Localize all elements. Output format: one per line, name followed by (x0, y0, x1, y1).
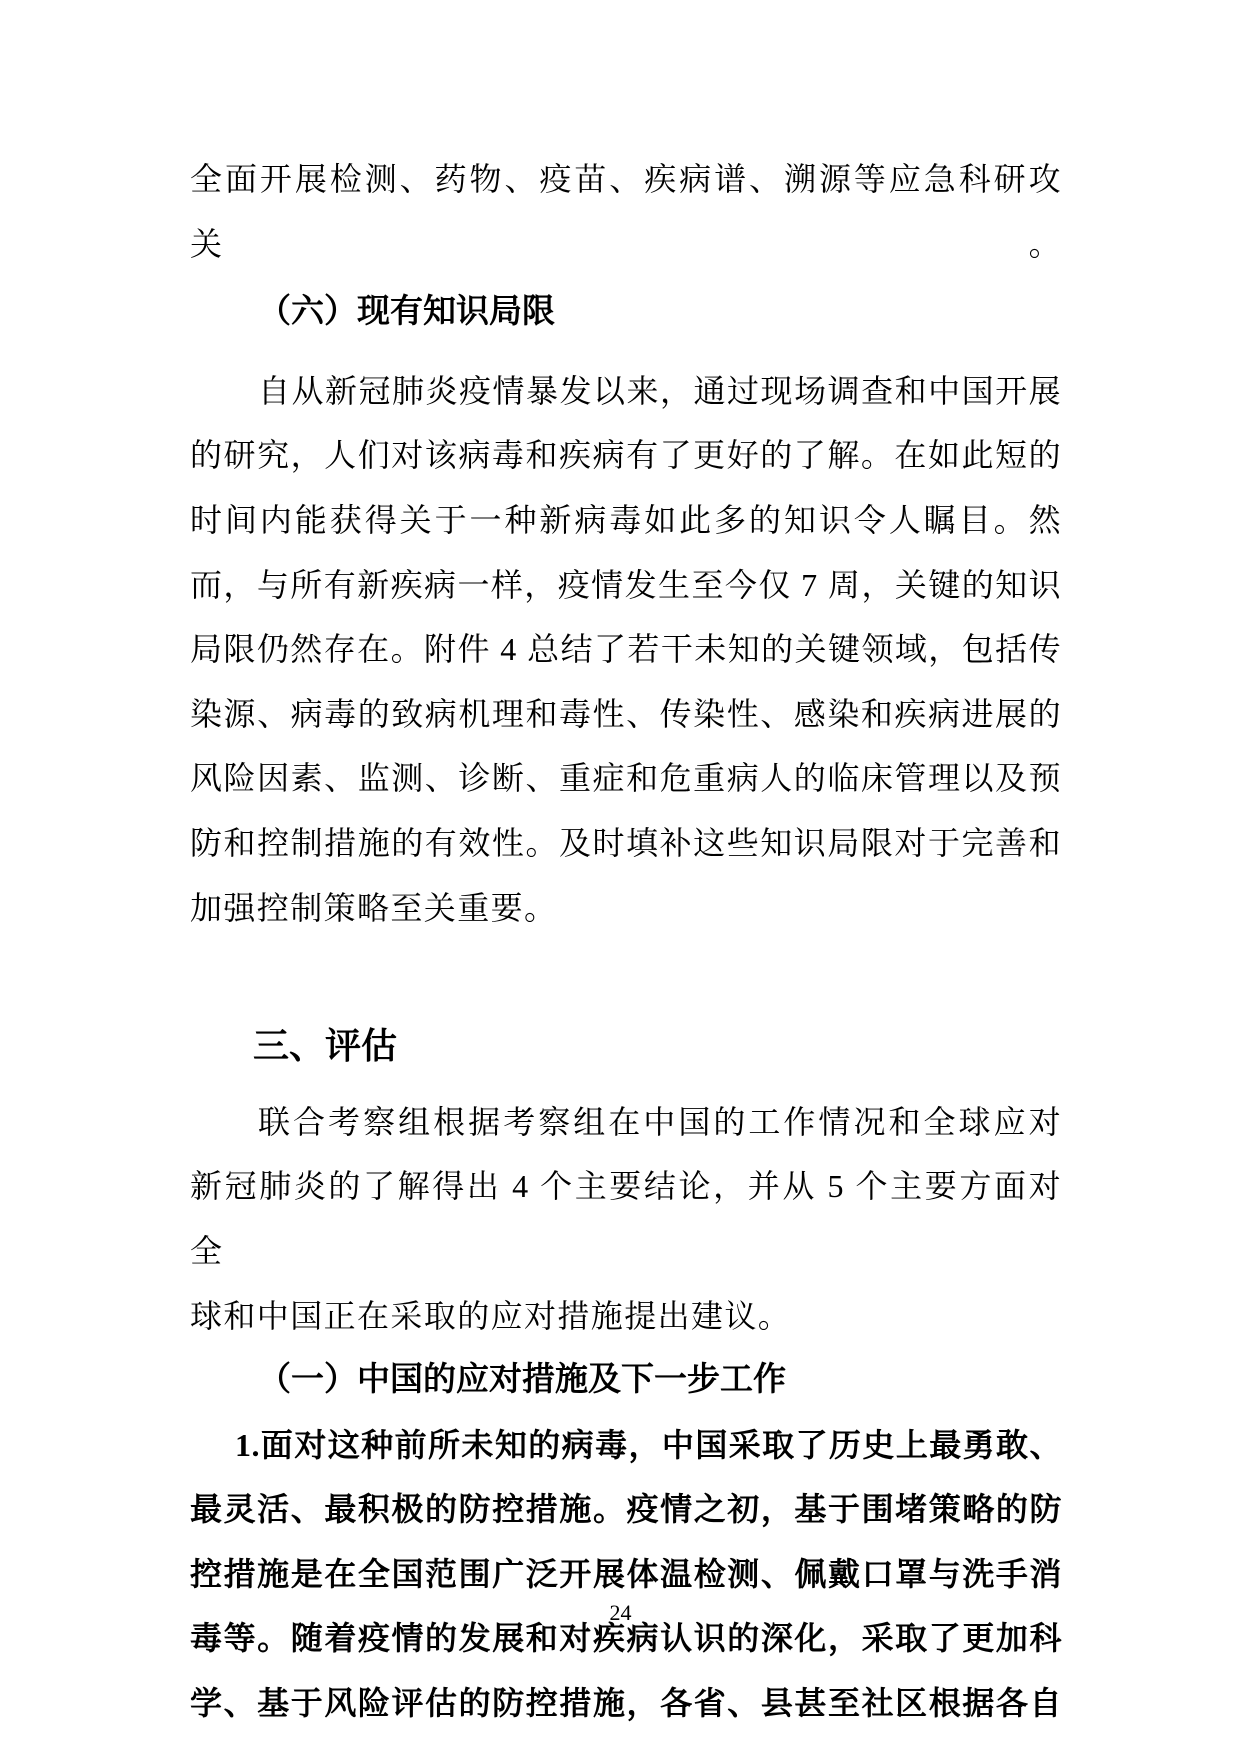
text-line: 防和控制措施的有效性。及时填补这些知识局限对于完善和 (190, 824, 1062, 861)
paragraph-china-response-point-1 (190, 1413, 1062, 1736)
paragraph-knowledge-gaps (190, 359, 1062, 940)
text-line: 毒等。随着疫情的发展和对疾病认识的深化，采取了更加科 (190, 1620, 1062, 1657)
text-line: 的研究，人们对该病毒和疾病有了更好的了解。在如此短的 (190, 437, 1062, 474)
text-line: 球和中国正在采取的应对措施提出建议。 (190, 1297, 792, 1334)
text-line: 控措施是在全国范围广泛开展体温检测、佩戴口罩与洗手消 (190, 1555, 1062, 1592)
text-line: 学、基于风险评估的防控措施，各省、县甚至社区根据各自 (190, 1685, 1062, 1722)
heading-section-6-knowledge-gaps: （六）现有知识局限 (258, 294, 555, 331)
text-line: 最灵活、最积极的防控措施。疫情之初，基于围堵策略的防 (190, 1491, 1062, 1528)
text-line: 局限仍然存在。附件 4 总结了若干未知的关键领域，包括传 (190, 631, 1062, 668)
text-line: 时间内能获得关于一种新病毒如此多的知识令人瞩目。然 (190, 501, 1062, 538)
text-line: 全面开展检测、药物、疫苗、疾病谱、溯源等应急科研攻关。 (190, 161, 1062, 262)
text-line: 新冠肺炎的了解得出 4 个主要结论，并从 5 个主要方面对全 (190, 1168, 1062, 1269)
paragraph-assessment-intro (190, 1090, 1062, 1348)
document-page-content (190, 147, 1062, 1736)
text-line: 风险因素、监测、诊断、重症和危重病人的临床管理以及预 (190, 760, 1062, 797)
heading-part-3-assessment: 三、评估 (253, 1025, 398, 1067)
text-line: 染源、病毒的致病机理和毒性、传染性、感染和疾病进展的 (190, 695, 1062, 732)
text-line: 联合考察组根据考察组在中国的工作情况和全球应对 (258, 1103, 1062, 1140)
text-line: 而，与所有新疾病一样，疫情发生至今仅 7 周，关键的知识 (190, 566, 1062, 603)
text-line: 1.面对这种前所未知的病毒，中国采取了历史上最勇敢、 (235, 1426, 1062, 1463)
text-line: 加强控制策略至关重要。 (190, 889, 558, 926)
heading-section-1-china-response: （一）中国的应对措施及下一步工作 (258, 1362, 786, 1399)
page-number: 24 (609, 1600, 632, 1625)
text-line: 自从新冠肺炎疫情暴发以来，通过现场调查和中国开展 (258, 372, 1062, 409)
paragraph-research-priorities-continuation (190, 147, 1062, 276)
